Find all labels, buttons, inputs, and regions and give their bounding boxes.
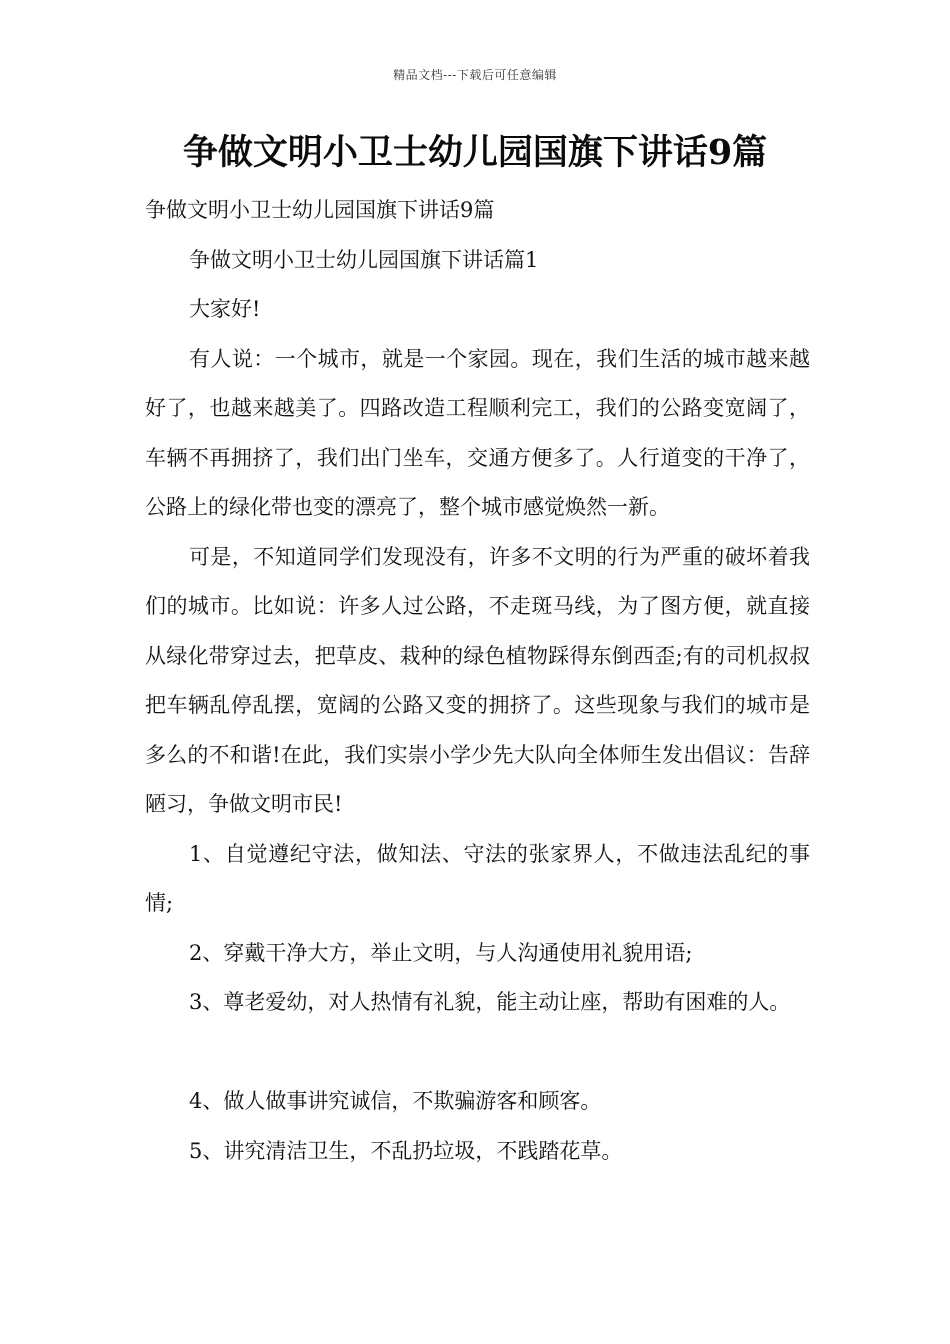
document-subtitle: 争做文明小卫士幼儿园国旗下讲话9篇 bbox=[145, 198, 495, 222]
document-body bbox=[145, 186, 810, 1176]
paragraph-1: 有人说：一个城市，就是一个家园。现在，我们生活的城市越来越好了，也越来越美了。四路改造工程顺利完工，我们的公路变宽阔了，车辆不再拥挤了，我们出门坐车，交通方便多了。人行道变的干净了，公路上的绿化带也变的漂亮了，整个城市感觉焕然一新。 bbox=[145, 346, 810, 519]
list-item-3: 3、尊老爱幼，对人热情有礼貌，能主动让座，帮助有困难的人。 bbox=[189, 990, 791, 1014]
header-note: 精品文档---下载后可任意编辑 bbox=[393, 68, 557, 82]
greeting: 大家好! bbox=[189, 297, 261, 321]
section-heading: 争做文明小卫士幼儿园国旗下讲话篇1 bbox=[189, 247, 539, 272]
list-item-1: 1、自觉遵纪守法，做知法、守法的张家界人，不做违法乱纪的事情; bbox=[145, 841, 810, 915]
document-title: 争做文明小卫士幼儿园国旗下讲话9篇 bbox=[182, 132, 768, 173]
list-item-4: 4、做人做事讲究诚信，不欺骗游客和顾客。 bbox=[189, 1089, 602, 1113]
paragraph-2: 可是，不知道同学们发现没有，许多不文明的行为严重的破坏着我们的城市。比如说：许多人过公路，不走斑马线，为了图方便，就直接从绿化带穿过去，把草皮、栽种的绿色植物踩得东倒西歪;有的司机叔叔把车辆乱停乱摆，宽阔的公路又变的拥挤了。这些现象与我们的城市是多么的不和谐!在此，我们实崇小学少先大队向全体师生发出倡议：告辞陋习，争做文明市民! bbox=[145, 544, 810, 816]
blank-line bbox=[145, 1028, 810, 1078]
list-item-5: 5、讲究清洁卫生，不乱扔垃圾，不践踏花草。 bbox=[189, 1138, 623, 1163]
list-item-2: 2、穿戴干净大方，举止文明，与人沟通使用礼貌用语; bbox=[189, 940, 693, 965]
